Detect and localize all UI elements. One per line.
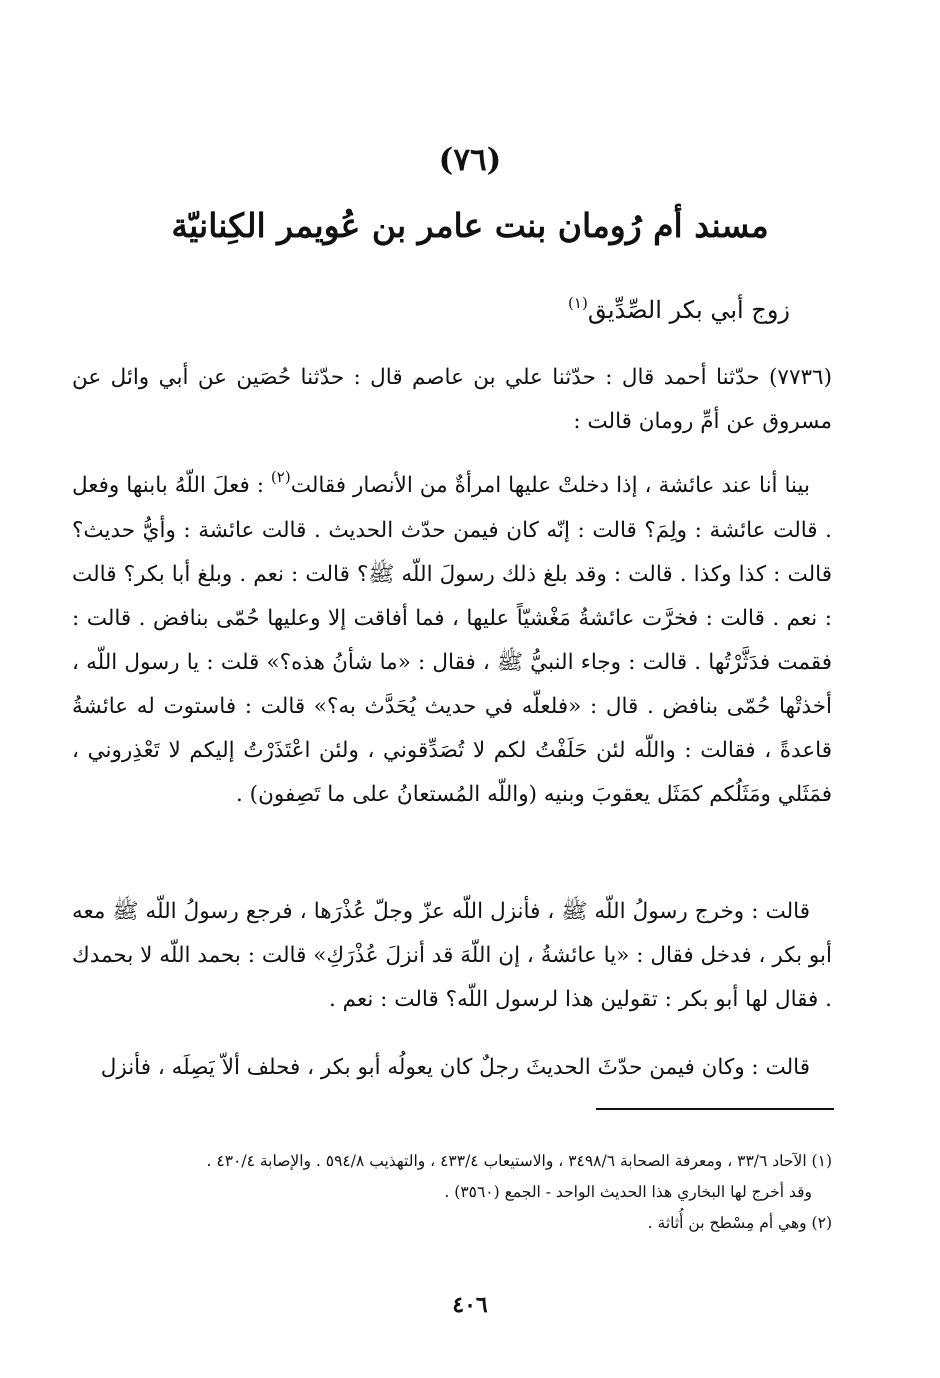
paragraph-isnad: (٧٧٣٦) حدّثنا أحمد قال : حدّثنا علي بن عاصم قال : حدّثنا حُصَين عن أبي وائل عن مسروق عن أمِّ رومان قالت : <box>72 365 832 434</box>
subtitle-text: زوج أبي بكر الصِّدِّيق <box>587 296 790 324</box>
paragraph-narrative-part-b: : فعلَ اللّهُ بابنها وفعل . قالت عائشة : ولِمَ؟ قالت : إنّه كان فيمن حدّث الحديث . قالت عائشة : وأيُّ حديث؟ قالت : كذا وكذا . قالت : وقد بلغ ذلك رسولَ اللّه ﷺ؟ قالت : نعم . وبلغ أبا بكر؟ قالت : نعم . قالت : فخرَّت عائشةُ مَغْشيّاً عليها ، فما أفاقت إلا وعليها حُمّى بنافض . قالت : فقمت فدَثَّرْتُها . قالت : وجاء النبيُّ ﷺ ، فقال : «ما شأنُ هذه؟» قلت : يا رسول اللّه ، أخذتْها حُمّى بنافض . قال : «فلعلّه في حديث يُحَدَّث به؟» قالت : فاستوت له عائشةُ قاعدةً ، فقالت : واللّه لئن حَلَفْتُ لكم لا تُصَدِّقوني ، ولئن اعْتَذَرْتُ إليكم لا تَعْذِروني ، فمَثَلي ومَثَلُكم كمَثَل يعقوبَ وبنيه (واللّه المُستعانُ على ما تَصِفون) . <box>72 473 832 807</box>
paragraph-narrative <box>72 464 832 817</box>
footnote-separator <box>596 1108 834 1110</box>
footnote-2: (٢) وهي أم مِسْطح بن أُثاثة . <box>647 1214 832 1232</box>
section-title: مسند أم رُومان بنت عامر بن عُويمر الكِنانيّة <box>171 206 769 245</box>
paragraph-narrative-part-a: بينا أنا عند عائشة ، إذا دخلتْ عليها امرأةٌ من الأنصار فقالت <box>290 473 810 498</box>
footnote-ref-2: (٢) <box>270 468 291 486</box>
paragraph-continuation: قالت : وكان فيمن حدّثَ الحديثَ رجلٌ كان يعولُه أبو بكر ، فحلف ألاّ يَصِلَه ، فأنزل <box>100 1055 810 1080</box>
subtitle <box>568 296 790 324</box>
paragraph-revelation: قالت : وخرج رسولُ اللّه ﷺ ، فأنزل اللّه عزّ وجلّ عُذْرَها ، فرجع رسولُ اللّه ﷺ معه أبو بكر ، فدخل فقال : «يا عائشةُ ، إن اللّهَ قد أنزلَ عُذْرَكِ» قالت : بحمد اللّه لا بحمدك . فقال لها أبو بكر : تقولين هذا لرسول اللّه؟ قالت : نعم . <box>72 899 832 1012</box>
footnote-1: (١) الآحاد ٣٣/٦ ، ومعرفة الصحابة ٣٤٩٨/٦ ، والاستيعاب ٤٣٣/٤ ، والتهذيب ٥٩٤/٨ . والإصابة ٤٣٠/٤ . <box>206 1152 832 1170</box>
section-number: (٧٦) <box>438 142 502 178</box>
footnote-1-continuation: وقد أخرج لها البخاري هذا الحديث الواحد - الجمع (٣٥٦٠) . <box>444 1183 812 1201</box>
footnotes <box>90 1146 832 1239</box>
page-number: ٤٠٦ <box>452 1292 488 1318</box>
footnote-ref-1: (١) <box>568 294 588 312</box>
